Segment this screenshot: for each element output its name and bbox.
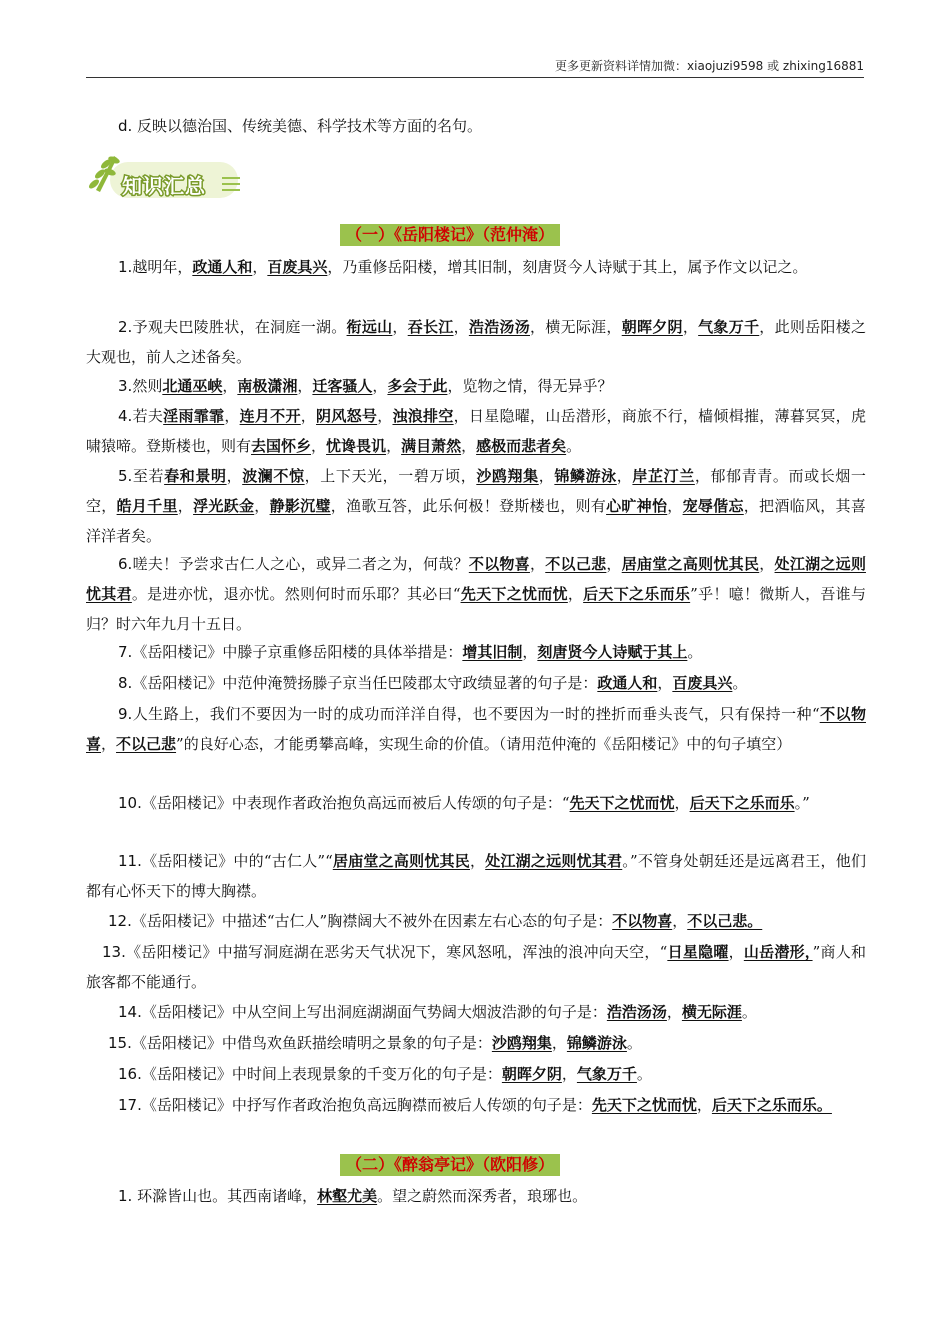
header-contact: 更多更新资料详情加微：xiaojuzi9598 或 zhixing16881 bbox=[555, 59, 864, 73]
list-item: 6.嗟夫！予尝求古仁人之心，或异二者之为，何哉？不以物喜，不以己悲，居庙堂之高则忧其民，处江湖之远则忧其君。是进亦忧，退亦忧。然则何时而乐耶？其必曰“先天下之忧而忧，后天下之乐而乐”乎！噫！微斯人，吾谁与归？时六年九月十五日。 bbox=[86, 555, 866, 633]
list-item: 7.《岳阳楼记》中滕子京重修岳阳楼的具体举措是：增其旧制，刻唐贤今人诗赋于其上。 bbox=[118, 643, 703, 661]
list-item: 11.《岳阳楼记》中的“古仁人”“居庙堂之高则忧其民，处江湖之远则忧其君。”不管身处朝廷还是远离君王，他们都有心怀天下的博大胸襟。 bbox=[86, 852, 866, 900]
list-item: 1.越明年，政通人和，百废具兴，乃重修岳阳楼，增其旧制，刻唐贤今人诗赋于其上，属予作文以记之。 bbox=[118, 258, 808, 276]
list-item: 8.《岳阳楼记》中范仲淹赞扬滕子京当任巴陵郡太守政绩显著的句子是：政通人和，百废具兴。 bbox=[118, 674, 748, 692]
list-item: 17.《岳阳楼记》中抒写作者政治抱负高远胸襟而被后人传颂的句子是：先天下之忧而忧，后天下之乐而乐。 bbox=[118, 1096, 832, 1114]
list-item: 12.《岳阳楼记》中描述“古仁人”胸襟阔大不被外在因素左右心态的句子是：不以物喜，不以己悲。 bbox=[108, 912, 763, 930]
list-item: 16.《岳阳楼记》中时间上表现景象的千变万化的句子是：朝晖夕阴，气象万千。 bbox=[118, 1065, 652, 1083]
list-item: 9.人生路上，我们不要因为一时的成功而洋洋自得，也不要因为一时的挫折而垂头丧气，只有保持一种“不以物喜，不以己悲”的良好心态，才能勇攀高峰，实现生命的价值。（请用范仲淹的《岳阳楼记》中的句子填空） bbox=[86, 705, 866, 753]
list-item: 13.《岳阳楼记》中描写洞庭湖在恶劣天气状况下，寒风怒吼，浑浊的浪冲向天空，“日星隐曜，山岳潜形，”商人和旅客都不能通行。 bbox=[86, 943, 866, 991]
section-title-zuiwengting: （二）《醉翁亭记》（欧阳修） bbox=[340, 1154, 560, 1176]
intro-line: d. 反映以德治国、传统美德、科学技术等方面的名句。 bbox=[118, 117, 483, 135]
list-item: 15.《岳阳楼记》中借鸟欢鱼跃描绘晴明之景象的句子是：沙鸥翔集，锦鳞游泳。 bbox=[108, 1034, 642, 1052]
list-item: 2.予观夫巴陵胜状，在洞庭一湖。衔远山，吞长江，浩浩汤汤，横无际涯，朝晖夕阴，气象万千，此则岳阳楼之大观也，前人之述备矣。 bbox=[86, 318, 866, 366]
section-title-yueyanglou: （一）《岳阳楼记》（范仲淹） bbox=[340, 224, 560, 246]
badge-label: 知识汇总 bbox=[122, 174, 206, 198]
header-divider bbox=[86, 77, 864, 78]
list-item: 3.然则北通巫峡，南极潇湘，迁客骚人，多会于此，览物之情，得无异乎？ bbox=[118, 377, 613, 395]
list-item: 14.《岳阳楼记》中从空间上写出洞庭湖湖面气势阔大烟波浩渺的句子是：浩浩汤汤，横无际涯。 bbox=[118, 1003, 757, 1021]
list-item: 4.若夫淫雨霏霏，连月不开，阴风怒号，浊浪排空，日星隐曜，山岳潜形，商旅不行，樯倾楫摧，薄暮冥冥，虎啸猿啼。登斯楼也，则有去国怀乡，忧谗畏讥，满目萧然，感极而悲者矣。 bbox=[86, 407, 866, 455]
list-item: 5.至若春和景明，波澜不惊，上下天光，一碧万顷，沙鸥翔集，锦鳞游泳，岸芷汀兰，郁郁青青。而或长烟一空，皓月千里，浮光跃金，静影沉璧，渔歌互答，此乐何极！登斯楼也，则有心旷神怡，宠辱偕忘，把酒临风，其喜洋洋者矣。 bbox=[86, 467, 866, 545]
list-item: 1. 环滁皆山也。其西南诸峰，林壑尤美。望之蔚然而深秀者，琅琊也。 bbox=[118, 1187, 588, 1205]
list-item: 10.《岳阳楼记》中表现作者政治抱负高远而被后人传颂的句子是：“先天下之忧而忧，后天下之乐而乐。” bbox=[118, 794, 810, 812]
